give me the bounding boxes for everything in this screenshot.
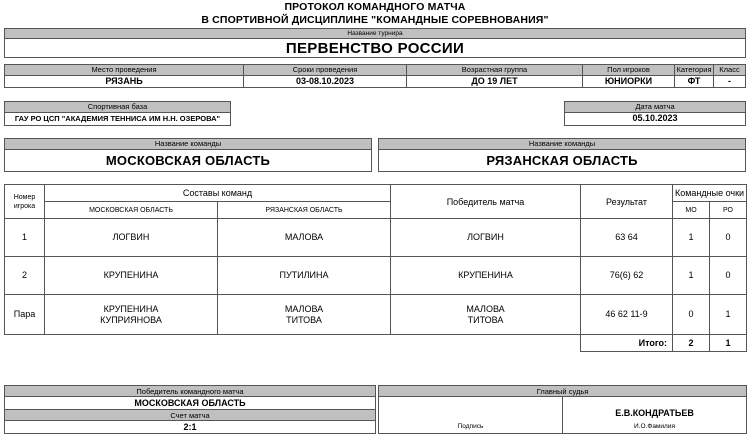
row-points-home: 1 <box>673 257 710 295</box>
total-points-away: 1 <box>710 335 747 352</box>
info-dates <box>243 64 406 88</box>
chief-judge-block <box>378 385 747 434</box>
header-points-away: РО <box>710 202 747 219</box>
header-team-points: Командные очки <box>673 185 747 202</box>
footer-judge-signature-row <box>379 397 747 434</box>
row-home-player: КРУПЕНИНА <box>45 257 218 295</box>
info-class-label: Класс <box>714 65 745 76</box>
judge-name: Е.В.КОНДРАТЬЕВ <box>615 408 694 418</box>
footer-winner-value-row <box>5 397 376 410</box>
table-row <box>5 219 747 257</box>
row-points-home: 1 <box>673 219 710 257</box>
row-match-winner-line-1: МАЛОВА <box>466 303 505 314</box>
row-points-away: 0 <box>710 219 747 257</box>
document-title <box>0 1 750 27</box>
results-header-row-1 <box>5 185 747 202</box>
header-points-home: МО <box>673 202 710 219</box>
match-date-block <box>564 101 746 126</box>
header-player-number-line-2: игрока <box>13 202 36 210</box>
row-home-player-line-1: КРУПЕНИНА <box>103 303 159 314</box>
away-team-label: Название команды <box>379 139 745 150</box>
footer-judge-label-row <box>379 386 747 397</box>
row-match-winner-line-2: ТИТОВА <box>467 314 504 325</box>
row-points-away: 0 <box>710 257 747 295</box>
judge-name-caption: И.О.Фамилия <box>634 423 675 430</box>
row-away-player-line-1: МАЛОВА <box>284 303 324 314</box>
judge-name-cell <box>563 397 747 434</box>
info-gender-value: ЮНИОРКИ <box>583 76 674 87</box>
home-team-block <box>4 138 372 172</box>
row-number: Пара <box>5 295 45 335</box>
row-match-winner: КРУПЕНИНА <box>391 257 581 295</box>
info-age-group <box>406 64 582 88</box>
judge-name-inner <box>563 397 746 433</box>
row-away-player: ПУТИЛИНА <box>218 257 391 295</box>
info-venue <box>4 64 243 88</box>
home-team-name: МОСКОВСКАЯ ОБЛАСТЬ <box>5 150 371 171</box>
row-score: 46 62 11-9 <box>581 295 673 335</box>
sports-base-block <box>4 101 231 126</box>
row-number: 2 <box>5 257 45 295</box>
row-away-player-line-2: ТИТОВА <box>286 314 322 325</box>
results-total-row <box>5 335 747 352</box>
table-row <box>5 257 747 295</box>
header-lineup-away: РЯЗАНСКАЯ ОБЛАСТЬ <box>218 202 391 219</box>
footer-score-label: Счет матча <box>5 410 376 421</box>
row-home-player: ЛОГВИН <box>45 219 218 257</box>
footer-score-label-row <box>5 410 376 421</box>
info-dates-label: Сроки проведения <box>244 65 406 76</box>
total-label: Итого: <box>581 335 673 352</box>
total-points-home: 2 <box>673 335 710 352</box>
row-home-player <box>45 295 218 335</box>
info-category-label: Категория <box>676 65 712 75</box>
away-team-block <box>378 138 746 172</box>
info-class-value: - <box>714 76 745 87</box>
row-match-winner <box>391 295 581 335</box>
info-age-group-label: Возрастная группа <box>407 65 582 76</box>
header-result: Результат <box>581 185 673 219</box>
document-title-line-1: ПРОТОКОЛ КОМАНДНОГО МАТЧА <box>284 1 466 13</box>
info-venue-value: РЯЗАНЬ <box>5 76 243 87</box>
header-lineups: Составы команд <box>45 185 391 202</box>
info-class <box>713 64 746 88</box>
footer-winner-value: МОСКОВСКАЯ ОБЛАСТЬ <box>5 397 376 410</box>
match-date-value: 05.10.2023 <box>565 113 745 125</box>
home-team-label: Название команды <box>5 139 371 150</box>
judge-signature-inner <box>379 397 562 433</box>
footer-score-value-row <box>5 421 376 434</box>
header-lineup-home: МОСКОВСКАЯ ОБЛАСТЬ <box>45 202 218 219</box>
footer-judge-label: Главный судья <box>379 386 747 397</box>
judge-signature-cell[interactable] <box>379 397 563 434</box>
away-team-name: РЯЗАНСКАЯ ОБЛАСТЬ <box>379 150 745 171</box>
row-away-player <box>218 295 391 335</box>
row-number: 1 <box>5 219 45 257</box>
footer-winner-label: Победитель командного матча <box>5 386 376 397</box>
match-date-label: Дата матча <box>565 102 745 113</box>
table-row <box>5 295 747 335</box>
info-age-group-value: ДО 19 ЛЕТ <box>407 76 582 87</box>
row-away-player: МАЛОВА <box>218 219 391 257</box>
tournament-label: Название турнира <box>5 29 745 39</box>
row-points-home: 0 <box>673 295 710 335</box>
document-title-line-2: В СПОРТИВНОЙ ДИСЦИПЛИНЕ "КОМАНДНЫЕ СОРЕВНОВАНИЯ" <box>201 14 549 26</box>
tournament-name: ПЕРВЕНСТВО РОССИИ <box>285 40 465 57</box>
row-score: 63 64 <box>581 219 673 257</box>
info-gender-label: Пол игроков <box>583 65 674 76</box>
row-match-winner: ЛОГВИН <box>391 219 581 257</box>
header-match-winner: Победитель матча <box>391 185 581 219</box>
footer-winner-label-row <box>5 386 376 397</box>
match-winner-block <box>4 385 376 434</box>
info-category <box>674 64 713 88</box>
sports-base-value: ГАУ РО ЦСП "АКАДЕМИЯ ТЕННИСА ИМ Н.Н. ОЗЕРОВА" <box>5 113 230 125</box>
info-dates-value: 03-08.10.2023 <box>244 76 406 87</box>
footer-score-value: 2:1 <box>5 421 376 434</box>
event-info-strip <box>4 64 746 88</box>
info-venue-label: Место проведения <box>5 65 243 76</box>
judge-signature-caption: Подпись <box>457 423 484 430</box>
sports-base-label: Спортивная база <box>5 102 230 113</box>
info-category-value: ФТ <box>675 76 713 87</box>
total-spacer <box>5 335 581 352</box>
results-table <box>4 184 747 352</box>
tournament-block <box>4 28 746 58</box>
row-home-player-line-2: КУПРИЯНОВА <box>100 314 162 325</box>
row-score: 76(6) 62 <box>581 257 673 295</box>
header-player-number-line-1: Номер <box>13 193 36 201</box>
row-points-away: 1 <box>710 295 747 335</box>
header-player-number <box>5 185 45 219</box>
info-gender <box>582 64 674 88</box>
